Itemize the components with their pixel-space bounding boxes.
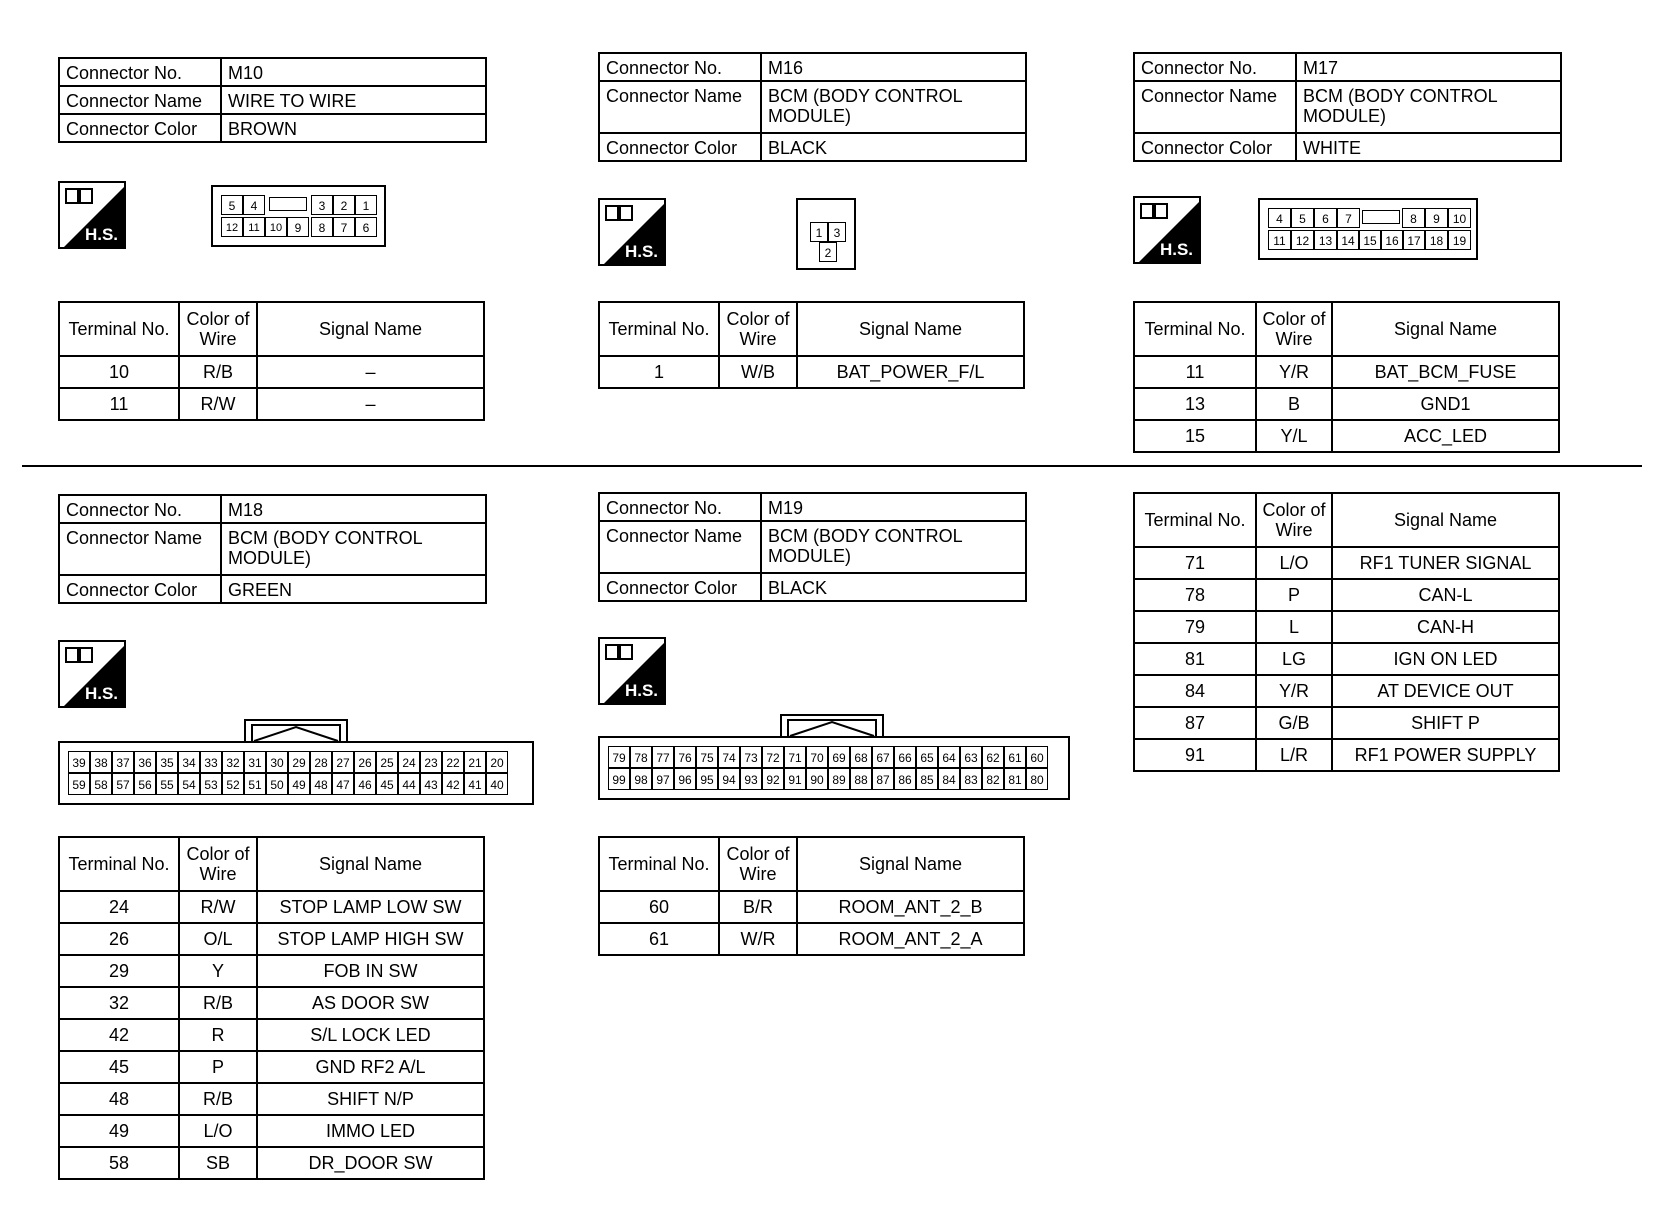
wire-cell: B/R <box>719 891 797 923</box>
wire-cell: R <box>179 1019 257 1051</box>
wire-cell: L/O <box>1256 547 1332 579</box>
pin: 38 <box>90 751 112 773</box>
signal-cell: ACC_LED <box>1332 420 1559 452</box>
connector-color-value: WHITE <box>1296 133 1561 161</box>
pin: 50 <box>266 773 288 795</box>
pin: 86 <box>894 768 916 790</box>
terminal-cell: 11 <box>59 388 179 420</box>
pin: 24 <box>398 751 420 773</box>
pin: 78 <box>630 746 652 768</box>
pin: 52 <box>222 773 244 795</box>
pin: 95 <box>696 768 718 790</box>
pin: 91 <box>784 768 806 790</box>
terminal-cell: 32 <box>59 987 179 1019</box>
signal-cell: AT DEVICE OUT <box>1332 675 1559 707</box>
pin: 82 <box>982 768 1004 790</box>
signal-cell: GND RF2 A/L <box>257 1051 484 1083</box>
wire-cell: P <box>179 1051 257 1083</box>
m16-info-table <box>598 52 1027 162</box>
pin: 12 <box>221 217 243 237</box>
connector-no-value: M10 <box>221 58 486 86</box>
connector-name-label: Connector Name <box>1134 81 1296 133</box>
connector-no-label: Connector No. <box>1134 53 1296 81</box>
wire-cell: R/B <box>179 987 257 1019</box>
signal-cell: ROOM_ANT_2_B <box>797 891 1024 923</box>
wire-color-header: Color of Wire <box>179 837 257 891</box>
m17-terminal-table <box>1133 301 1560 453</box>
terminal-cell: 29 <box>59 955 179 987</box>
pin: 99 <box>608 768 630 790</box>
pin: 74 <box>718 746 740 768</box>
pin: 76 <box>674 746 696 768</box>
signal-cell: RF1 POWER SUPPLY <box>1332 739 1559 771</box>
pin: 55 <box>156 773 178 795</box>
signal-cell: GND1 <box>1332 388 1559 420</box>
signal-cell: AS DOOR SW <box>257 987 484 1019</box>
table-row <box>599 356 1024 388</box>
connector-name-label: Connector Name <box>59 86 221 114</box>
pin: 29 <box>288 751 310 773</box>
pin: 25 <box>376 751 398 773</box>
m19-info-table <box>598 492 1027 602</box>
pin: 62 <box>982 746 1004 768</box>
pin: 63 <box>960 746 982 768</box>
pin: 45 <box>376 773 398 795</box>
wire-cell: W/B <box>719 356 797 388</box>
table-row <box>1134 675 1559 707</box>
pin: 4 <box>1268 208 1291 228</box>
harness-side-icon <box>58 181 126 249</box>
signal-cell: ROOM_ANT_2_A <box>797 923 1024 955</box>
pin: 21 <box>464 751 486 773</box>
pin: 88 <box>850 768 872 790</box>
pin: 11 <box>1268 230 1291 250</box>
terminal-cell: 60 <box>599 891 719 923</box>
pin: 39 <box>68 751 90 773</box>
pin: 94 <box>718 768 740 790</box>
pin: 37 <box>112 751 134 773</box>
terminal-no-header: Terminal No. <box>59 302 179 356</box>
hs-label: H.S. <box>84 225 118 244</box>
pin: 92 <box>762 768 784 790</box>
connector-no-label: Connector No. <box>599 53 761 81</box>
pin: 90 <box>806 768 828 790</box>
pin: 64 <box>938 746 960 768</box>
pin: 2 <box>819 242 837 262</box>
connector-name-label: Connector Name <box>599 521 761 573</box>
wire-cell: G/B <box>1256 707 1332 739</box>
terminal-no-header: Terminal No. <box>1134 302 1256 356</box>
table-row <box>59 1083 484 1115</box>
terminal-no-header: Terminal No. <box>1134 493 1256 547</box>
pin: 10 <box>265 217 287 237</box>
wire-cell: L <box>1256 611 1332 643</box>
pin: 13 <box>1314 230 1337 250</box>
connector-color-value: BROWN <box>221 114 486 142</box>
wire-cell: L/O <box>179 1115 257 1147</box>
table-row <box>59 1051 484 1083</box>
pin: 75 <box>696 746 718 768</box>
terminal-cell: 26 <box>59 923 179 955</box>
connector-name-label: Connector Name <box>599 81 761 133</box>
terminal-cell: 79 <box>1134 611 1256 643</box>
hs-label: H.S. <box>624 242 658 261</box>
signal-cell: – <box>257 356 484 388</box>
pin: 61 <box>1004 746 1026 768</box>
table-row <box>1134 356 1559 388</box>
terminal-no-header: Terminal No. <box>59 837 179 891</box>
signal-cell: CAN-L <box>1332 579 1559 611</box>
signal-cell: RF1 TUNER SIGNAL <box>1332 547 1559 579</box>
signal-name-header: Signal Name <box>257 837 484 891</box>
terminal-cell: 42 <box>59 1019 179 1051</box>
pin-key <box>1362 210 1400 224</box>
connector-color-label: Connector Color <box>1134 133 1296 161</box>
pin: 59 <box>68 773 90 795</box>
pin: 16 <box>1381 230 1403 250</box>
table-row <box>1134 611 1559 643</box>
pin: 7 <box>333 217 355 237</box>
pin: 8 <box>1402 208 1425 228</box>
terminal-cell: 58 <box>59 1147 179 1179</box>
pin: 9 <box>287 217 309 237</box>
pin: 69 <box>828 746 850 768</box>
table-row <box>1134 547 1559 579</box>
signal-name-header: Signal Name <box>797 302 1024 356</box>
pin: 51 <box>244 773 266 795</box>
pin: 71 <box>784 746 806 768</box>
signal-cell: FOB IN SW <box>257 955 484 987</box>
connector-no-value: M16 <box>761 53 1026 81</box>
wire-cell: LG <box>1256 643 1332 675</box>
signal-name-header: Signal Name <box>257 302 484 356</box>
wire-color-header: Color of Wire <box>179 302 257 356</box>
table-row <box>1134 388 1559 420</box>
signal-cell: – <box>257 388 484 420</box>
pin: 5 <box>221 195 243 215</box>
terminal-cell: 15 <box>1134 420 1256 452</box>
pin: 83 <box>960 768 982 790</box>
connector-name-value: BCM (BODY CONTROL MODULE) <box>761 521 1026 573</box>
pin: 93 <box>740 768 762 790</box>
harness-side-icon <box>58 640 126 708</box>
m17-info-table <box>1133 52 1562 162</box>
pin: 1 <box>355 195 377 215</box>
pin: 22 <box>442 751 464 773</box>
wire-color-header: Color of Wire <box>1256 302 1332 356</box>
hs-label: H.S. <box>1159 240 1193 259</box>
pin: 32 <box>222 751 244 773</box>
table-row <box>599 923 1024 955</box>
wire-cell: B <box>1256 388 1332 420</box>
signal-name-header: Signal Name <box>1332 493 1559 547</box>
pin: 81 <box>1004 768 1026 790</box>
connector-color-value: BLACK <box>761 133 1026 161</box>
pin: 6 <box>355 217 377 237</box>
pin: 5 <box>1291 208 1314 228</box>
connector-name-label: Connector Name <box>59 523 221 575</box>
pin: 68 <box>850 746 872 768</box>
terminal-no-header: Terminal No. <box>599 302 719 356</box>
pin: 58 <box>90 773 112 795</box>
signal-cell: BAT_POWER_F/L <box>797 356 1024 388</box>
pin: 6 <box>1314 208 1337 228</box>
wire-cell: L/R <box>1256 739 1332 771</box>
m18-connector-face <box>58 741 534 805</box>
pin: 47 <box>332 773 354 795</box>
connector-color-value: BLACK <box>761 573 1026 601</box>
hs-label: H.S. <box>84 684 118 703</box>
pin: 84 <box>938 768 960 790</box>
pin: 66 <box>894 746 916 768</box>
pin: 14 <box>1337 230 1359 250</box>
connector-no-label: Connector No. <box>59 495 221 523</box>
signal-cell: SHIFT P <box>1332 707 1559 739</box>
pin: 54 <box>178 773 200 795</box>
pin: 48 <box>310 773 332 795</box>
pin: 98 <box>630 768 652 790</box>
m16-connector-face <box>796 198 856 270</box>
pin: 49 <box>288 773 310 795</box>
signal-cell: STOP LAMP LOW SW <box>257 891 484 923</box>
m18-connector-latch <box>244 719 348 743</box>
terminal-cell: 24 <box>59 891 179 923</box>
pin: 28 <box>310 751 332 773</box>
pin: 53 <box>200 773 222 795</box>
m18-info-table <box>58 494 487 604</box>
table-row <box>59 891 484 923</box>
pin: 7 <box>1337 208 1360 228</box>
table-row <box>59 987 484 1019</box>
pin: 79 <box>608 746 630 768</box>
table-row <box>1134 707 1559 739</box>
m19-terminal-table <box>598 836 1025 956</box>
connector-name-value: BCM (BODY CONTROL MODULE) <box>761 81 1026 133</box>
signal-name-header: Signal Name <box>1332 302 1559 356</box>
pin: 80 <box>1026 768 1048 790</box>
pin: 89 <box>828 768 850 790</box>
table-row <box>59 1115 484 1147</box>
terminal-cell: 81 <box>1134 643 1256 675</box>
terminal-cell: 71 <box>1134 547 1256 579</box>
pin: 17 <box>1403 230 1425 250</box>
signal-cell: S/L LOCK LED <box>257 1019 484 1051</box>
connector-name-value: BCM (BODY CONTROL MODULE) <box>1296 81 1561 133</box>
table-row <box>1134 739 1559 771</box>
pin: 15 <box>1359 230 1381 250</box>
connector-color-label: Connector Color <box>59 575 221 603</box>
terminal-cell: 45 <box>59 1051 179 1083</box>
m10-info-table <box>58 57 487 143</box>
pin: 77 <box>652 746 674 768</box>
connector-name-value: WIRE TO WIRE <box>221 86 486 114</box>
pin: 97 <box>652 768 674 790</box>
wire-color-header: Color of Wire <box>719 837 797 891</box>
terminal-cell: 84 <box>1134 675 1256 707</box>
pin: 31 <box>244 751 266 773</box>
section-divider <box>22 465 1642 467</box>
pin: 26 <box>354 751 376 773</box>
wire-color-header: Color of Wire <box>719 302 797 356</box>
wire-cell: Y <box>179 955 257 987</box>
pin: 8 <box>311 217 333 237</box>
pin: 72 <box>762 746 784 768</box>
m18-terminal-table <box>58 836 485 1180</box>
connector-no-value: M17 <box>1296 53 1561 81</box>
pin: 87 <box>872 768 894 790</box>
pin: 65 <box>916 746 938 768</box>
m16-terminal-table <box>598 301 1025 389</box>
pin: 34 <box>178 751 200 773</box>
terminal-cell: 78 <box>1134 579 1256 611</box>
pin: 36 <box>134 751 156 773</box>
pin: 19 <box>1448 230 1471 250</box>
wire-cell: R/W <box>179 891 257 923</box>
signal-cell: SHIFT N/P <box>257 1083 484 1115</box>
pin: 35 <box>156 751 178 773</box>
pin: 20 <box>486 751 508 773</box>
pin: 2 <box>333 195 355 215</box>
signal-cell: BAT_BCM_FUSE <box>1332 356 1559 388</box>
pin: 23 <box>420 751 442 773</box>
wire-cell: SB <box>179 1147 257 1179</box>
pin: 60 <box>1026 746 1048 768</box>
pin: 9 <box>1425 208 1448 228</box>
wire-cell: R/B <box>179 356 257 388</box>
m17-connector-face <box>1258 198 1478 260</box>
pin-key <box>269 197 307 211</box>
pin: 11 <box>243 217 265 237</box>
pin: 57 <box>112 773 134 795</box>
terminal-cell: 87 <box>1134 707 1256 739</box>
pin: 96 <box>674 768 696 790</box>
terminal-cell: 91 <box>1134 739 1256 771</box>
pin: 3 <box>311 195 333 215</box>
pin: 10 <box>1448 208 1471 228</box>
pin: 67 <box>872 746 894 768</box>
wire-cell: P <box>1256 579 1332 611</box>
pin: 85 <box>916 768 938 790</box>
pin: 4 <box>243 195 265 215</box>
hs-label: H.S. <box>624 681 658 700</box>
pin: 27 <box>332 751 354 773</box>
table-row <box>59 1147 484 1179</box>
connector-color-label: Connector Color <box>59 114 221 142</box>
connector-no-value: M18 <box>221 495 486 523</box>
table-row <box>599 891 1024 923</box>
table-row <box>1134 643 1559 675</box>
terminal-cell: 48 <box>59 1083 179 1115</box>
wire-cell: O/L <box>179 923 257 955</box>
terminal-cell: 11 <box>1134 356 1256 388</box>
harness-side-icon <box>1133 196 1201 264</box>
connector-color-label: Connector Color <box>599 573 761 601</box>
signal-cell: STOP LAMP HIGH SW <box>257 923 484 955</box>
wire-cell: W/R <box>719 923 797 955</box>
signal-name-header: Signal Name <box>797 837 1024 891</box>
wire-color-header: Color of Wire <box>1256 493 1332 547</box>
m18-continued-terminal-table <box>1133 492 1560 772</box>
pin: 44 <box>398 773 420 795</box>
m19-connector-face <box>598 736 1070 800</box>
table-row <box>59 1019 484 1051</box>
terminal-cell: 13 <box>1134 388 1256 420</box>
pin: 33 <box>200 751 222 773</box>
terminal-cell: 61 <box>599 923 719 955</box>
table-row <box>59 356 484 388</box>
pin: 42 <box>442 773 464 795</box>
connector-color-value: GREEN <box>221 575 486 603</box>
harness-side-icon <box>598 637 666 705</box>
wire-cell: Y/R <box>1256 675 1332 707</box>
m19-connector-latch <box>780 714 884 738</box>
signal-cell: IMMO LED <box>257 1115 484 1147</box>
pin: 41 <box>464 773 486 795</box>
terminal-no-header: Terminal No. <box>599 837 719 891</box>
table-row <box>59 388 484 420</box>
wire-cell: Y/L <box>1256 420 1332 452</box>
pin: 1 <box>810 222 828 242</box>
terminal-cell: 1 <box>599 356 719 388</box>
wire-cell: Y/R <box>1256 356 1332 388</box>
pin: 73 <box>740 746 762 768</box>
signal-cell: CAN-H <box>1332 611 1559 643</box>
connector-name-value: BCM (BODY CONTROL MODULE) <box>221 523 486 575</box>
pin: 43 <box>420 773 442 795</box>
table-row <box>59 955 484 987</box>
harness-side-icon <box>598 198 666 266</box>
m10-terminal-table <box>58 301 485 421</box>
terminal-cell: 10 <box>59 356 179 388</box>
pin: 18 <box>1425 230 1448 250</box>
terminal-cell: 49 <box>59 1115 179 1147</box>
table-row <box>1134 420 1559 452</box>
pin: 12 <box>1291 230 1314 250</box>
pin: 46 <box>354 773 376 795</box>
wire-cell: R/B <box>179 1083 257 1115</box>
connector-no-value: M19 <box>761 493 1026 521</box>
pin: 40 <box>486 773 508 795</box>
pin: 30 <box>266 751 288 773</box>
m10-connector-face <box>211 185 386 247</box>
signal-cell: IGN ON LED <box>1332 643 1559 675</box>
connector-no-label: Connector No. <box>59 58 221 86</box>
pin: 70 <box>806 746 828 768</box>
connector-no-label: Connector No. <box>599 493 761 521</box>
signal-cell: DR_DOOR SW <box>257 1147 484 1179</box>
pin: 3 <box>828 222 846 242</box>
wire-cell: R/W <box>179 388 257 420</box>
table-row <box>59 923 484 955</box>
connector-color-label: Connector Color <box>599 133 761 161</box>
table-row <box>1134 579 1559 611</box>
pin: 56 <box>134 773 156 795</box>
